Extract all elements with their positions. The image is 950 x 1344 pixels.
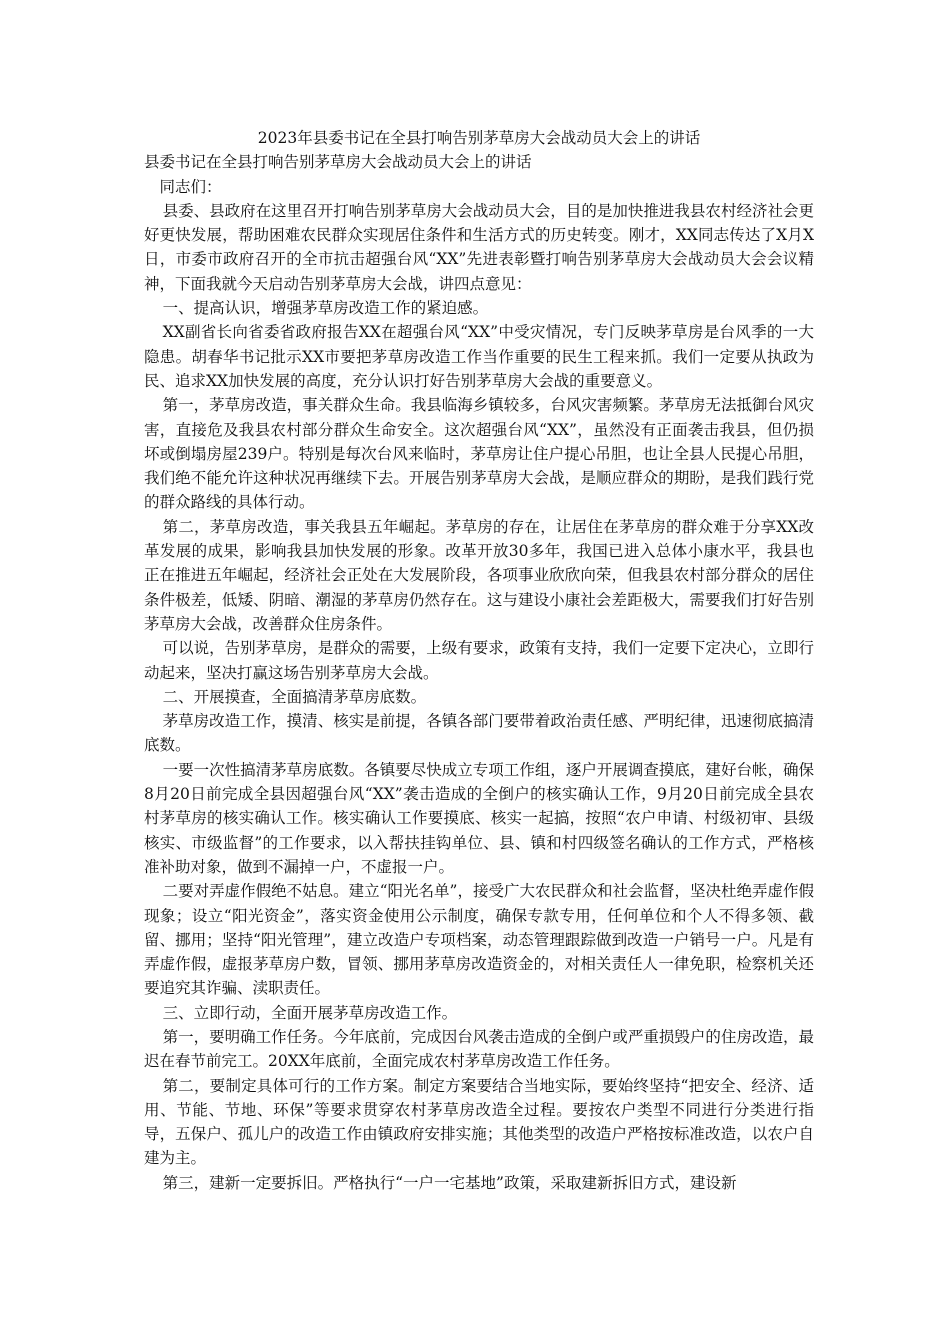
section-heading: 三、立即行动，全面开展茅草房改造工作。 [162,1003,458,1022]
section-heading: 二、开展摸查，全面搞清茅草房底数。 [162,687,427,706]
paragraph: 县委、县政府在这里召开打响告别茅草房大会战动员大会，目的是加快推进我县农村经济社会更好更快发展，帮助困难农民群众实现居住条件和生活方式的历史转变。刚才，XX同志传达了X月X日，市委市政府召开的全市抗击超强台风“XX”先进表彰暨打响告别茅草房大会战动员大会会议精神，下面我就今天启动告别茅草房大会战，讲四点意见： [144,201,814,293]
paragraph: 第一，要明确工作任务。今年底前，完成因台风袭击造成的全倒户或严重损毁户的住房改造，最迟在春节前完工。20XX年底前，全面完成农村茅草房改造工作任务。 [144,1027,814,1071]
document-title: 2023年县委书记在全县打响告别茅草房大会战动员大会上的讲话 [257,129,701,147]
paragraph: 可以说，告别茅草房，是群众的需要，上级有要求，政策有支持，我们一定要下定决心，立即行动起来，坚决打赢这场告别茅草房大会战。 [144,639,814,682]
section-heading: 一、提高认识，增强茅草房改造工作的紧迫感。 [162,299,489,318]
document-body [144,126,814,1195]
document-subtitle: 县委书记在全县打响告别茅草房大会战动员大会上的讲话 [144,153,532,172]
paragraph: 茅草房改造工作，摸清、核实是前提，各镇各部门要带着政治责任感、严明纪律，迅速彻底搞清底数。 [144,712,814,755]
paragraph: 二要对弄虚作假绝不姑息。建立“阳光名单”，接受广大农民群众和社会监督，坚决杜绝弄虚作假现象；设立“阳光资金”，落实资金使用公示制度，确保专款专用，任何单位和个人不得多领、截留、挪用；坚持“阳光管理”，建立改造户专项档案，动态管理跟踪做到改造一户销号一户。凡是有弄虚作假，虚报茅草房户数，冒领、挪用茅草房改造资金的，对相关责任人一律免职，检察机关还要追究其诈骗、渎职责任。 [144,882,814,998]
paragraph: 第一，茅草房改造，事关群众生命。我县临海乡镇较多，台风灾害频繁。茅草房无法抵御台风灾害，直接危及我县农村部分群众生命安全。这次超强台风“XX”，虽然没有正面袭击我县，但仍损坏或倒塌房屋239户。特别是每次台风来临时，茅草房让住户提心吊胆，也让全县人民提心吊胆，我们绝不能允许这种状况再继续下去。开展告别茅草房大会战，是顺应群众的期盼，是我们践行党的群众路线的具体行动。 [144,396,814,512]
paragraph: 一要一次性搞清茅草房底数。各镇要尽快成立专项工作组，逐户开展调查摸底，建好台帐，确保8月20日前完成全县因超强台风“XX”袭击造成的全倒户的核实确认工作，9月20日前完成全县农村茅草房的核实确认工作。核实确认工作要摸底、核实一起搞，按照“农户申请、村级初审、县级核实、市级监督”的工作要求，以入帮扶挂钩单位、县、镇和村四级签名确认的工作方式，严格核准补助对象，做到不漏掉一户，不虚报一户。 [144,760,814,876]
paragraph: 第二，要制定具体可行的工作方案。制定方案要结合当地实际，要始终坚持“把安全、经济、适用、节能、节地、环保”等要求贯穿农村茅草房改造全过程。要按农户类型不同进行分类进行指导，五保户、孤儿户的改造工作由镇政府安排实施；其他类型的改造户严格按标准改造，以农户自建为主。 [144,1076,814,1168]
paragraph: 第二，茅草房改造，事关我县五年崛起。茅草房的存在，让居住在茅草房的群众难于分享XX改革发展的成果，影响我县加快发展的形象。改革开放30多年，我国已进入总体小康水平，我县也正在推进五年崛起，经济社会正处在大发展阶段，各项事业欣欣向荣，但我县农村部分群众的居住条件极差，低矮、阴暗、潮湿的茅草房仍然存在。这与建设小康社会差距极大，需要我们打好告别茅草房大会战，改善群众住房条件。 [144,517,814,633]
paragraph: 第三，建新一定要拆旧。严格执行“一户一宅基地”政策，采取建新拆旧方式，建设新 [162,1173,737,1192]
salutation: 同志们： [159,177,222,196]
paragraph: XX副省长向省委省政府报告XX在超强台风“XX”中受灾情况，专门反映茅草房是台风季的一大隐患。胡春华书记批示XX市要把茅草房改造工作当作重要的民生工程来抓。我们一定要从执政为民、追求XX加快发展的高度，充分认识打好告别茅草房大会战的重要意义。 [144,323,814,390]
